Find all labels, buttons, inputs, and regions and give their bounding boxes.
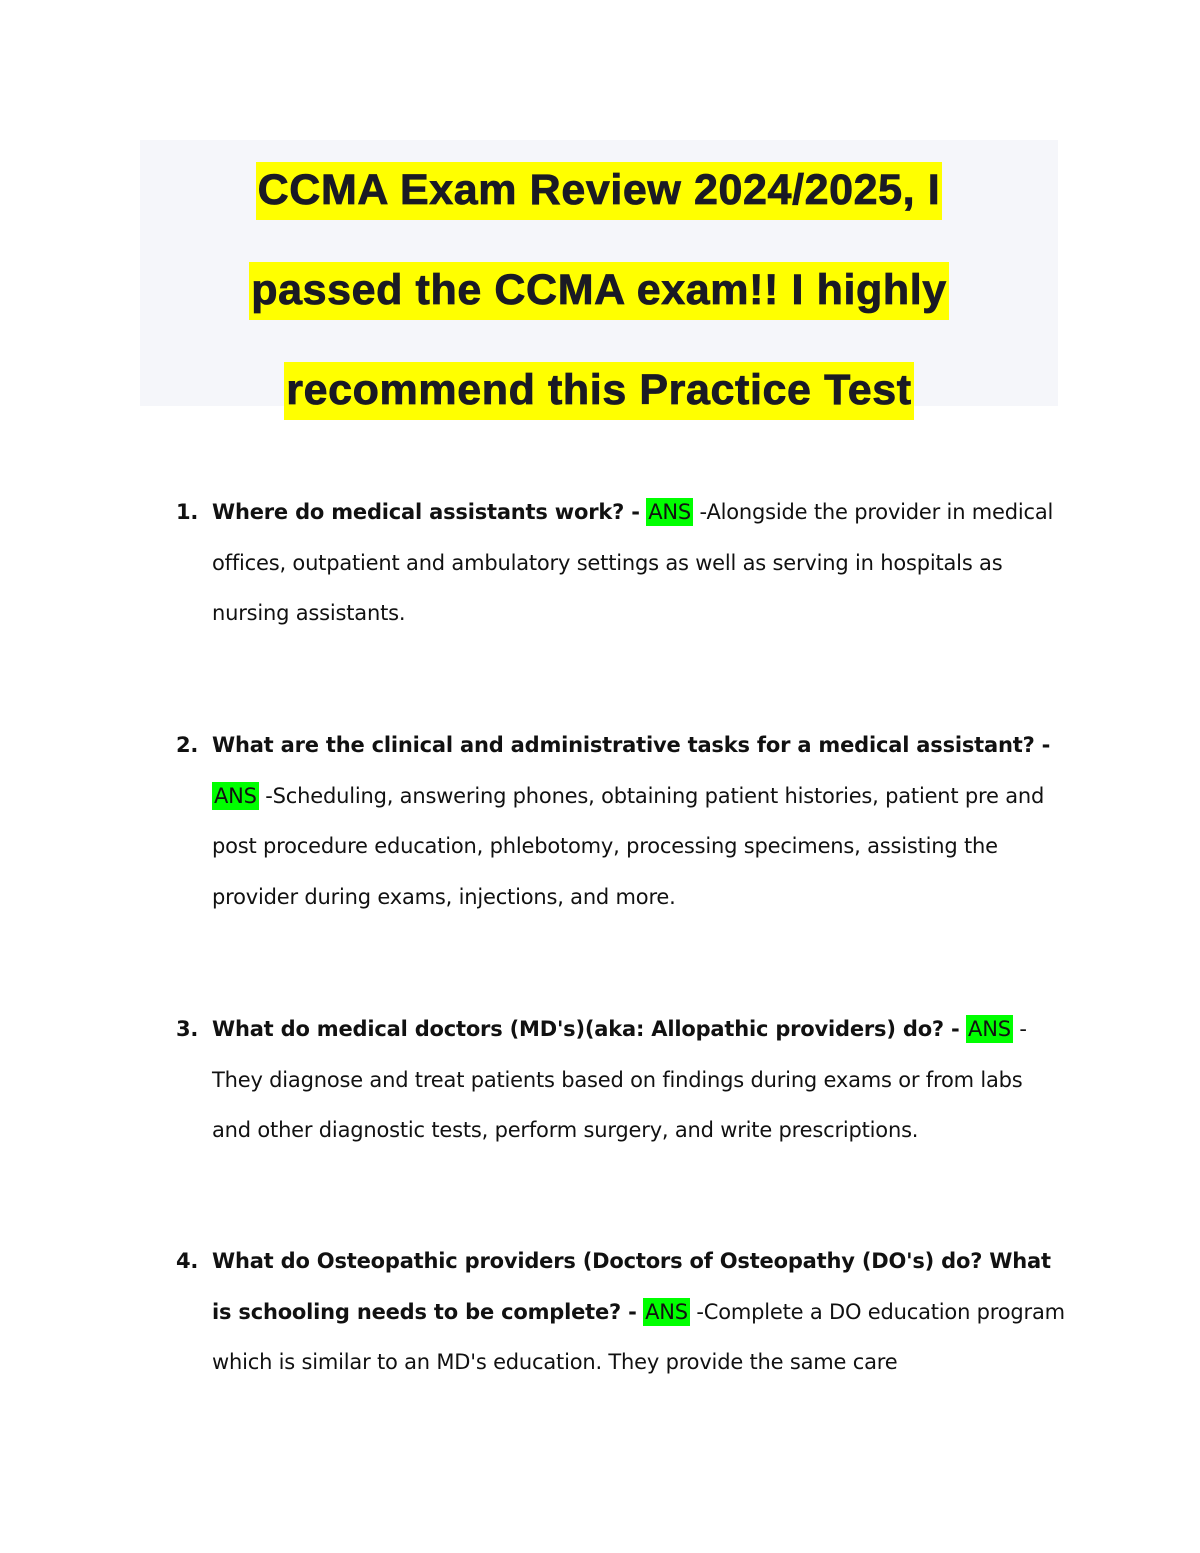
answer-label: ANS: [648, 500, 692, 524]
answer-label: ANS: [645, 1299, 688, 1324]
question-text: What do Osteopathic providers (Doctors of Osteopathy (DO's) do? What is schooling needs to be complete? -: [212, 1249, 1051, 1324]
question-number: 4.: [176, 1249, 199, 1273]
question-number: 2.: [176, 733, 199, 757]
answer-label: ANS: [968, 1017, 1011, 1041]
question-body: [212, 1236, 1066, 1388]
answer-text: -Scheduling, answering phones, obtaining patient histories, patient pre and post procedure education, phlebotomy, processing specimens, assisting the provider during exams, injections, and more.: [212, 783, 1045, 909]
question-text: Where do medical assistants work? -: [212, 500, 640, 524]
answer-text: - They diagnose and treat patients based on findings during exams or from labs and other diagnostic tests, perform surgery, and write prescriptions.: [212, 1017, 1027, 1142]
answer-text: -Complete a DO education program which is similar to an MD's education. They provide the same care: [212, 1299, 1065, 1374]
question-item-2: [176, 720, 1066, 922]
question-number: 1.: [176, 500, 199, 524]
document-title: [140, 140, 1058, 440]
question-text: What are the clinical and administrative tasks for a medical assistant? -: [212, 733, 1051, 757]
question-item-1: [176, 487, 1066, 639]
question-number: 3.: [176, 1017, 199, 1041]
answer-label: ANS: [214, 783, 257, 808]
question-item-3: [176, 1004, 1066, 1156]
question-body: [212, 487, 1066, 639]
answer-text: -Alongside the provider in medical offices, outpatient and ambulatory settings as well as serving in hospitals as nursing assistants.: [212, 500, 1054, 625]
question-body: [212, 720, 1066, 922]
title-line-1: CCMA Exam Review 2024/2025, I: [256, 162, 943, 220]
document-title-block: [140, 140, 1058, 414]
title-line-2: passed the CCMA exam!! I highly: [249, 262, 949, 320]
title-line-3: recommend this Practice Test: [284, 362, 913, 420]
question-body: [212, 1004, 1066, 1156]
question-item-4: [176, 1236, 1066, 1388]
question-text: What do medical doctors (MD's)(aka: Allopathic providers) do? -: [212, 1017, 960, 1041]
